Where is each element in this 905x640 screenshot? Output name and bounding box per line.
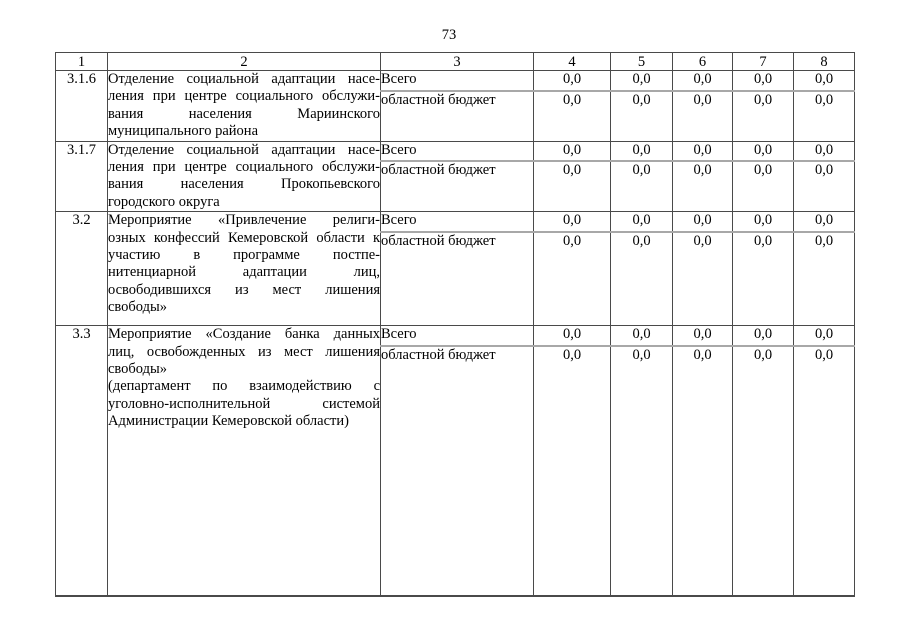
value-cell: 0,0 [534, 212, 611, 232]
value-cell: 0,0 [733, 91, 794, 141]
description-line: лиц, освобожденных из мест лишения [108, 343, 380, 360]
funding-type-cell: Всего [381, 326, 534, 346]
budget-table [55, 52, 855, 597]
description-line: Администрации Кемеровской области) [108, 413, 349, 430]
value-cell: 0,0 [611, 212, 673, 232]
value-cell: 0,0 [794, 141, 855, 160]
value-cell: 0,0 [794, 161, 855, 212]
description-line: вания населения Мариинского [108, 105, 380, 122]
page-number: 73 [441, 27, 457, 43]
value-cell: 0,0 [673, 161, 733, 212]
table-row [56, 212, 855, 232]
value-cell: 0,0 [733, 71, 794, 91]
value-cell: 0,0 [673, 212, 733, 232]
value-cell: 0,0 [534, 161, 611, 212]
value-cell: 0,0 [794, 71, 855, 91]
description-line: участию в программе постпе- [108, 247, 380, 264]
description-line: Отделение социальной адаптации насе- [108, 141, 380, 158]
description-line: Отделение социальной адаптации насе- [108, 71, 380, 87]
value-cell: 0,0 [794, 212, 855, 232]
funding-type-cell: Всего [381, 141, 534, 160]
header-cell-7: 7 [733, 53, 794, 71]
value-cell: 0,0 [673, 141, 733, 160]
value-cell: 0,0 [733, 232, 794, 326]
value-cell: 0,0 [534, 232, 611, 326]
row-number-cell: 3.1.6 [56, 71, 108, 142]
value-cell: 0,0 [673, 232, 733, 326]
funding-type-cell: областной бюджет [381, 91, 534, 141]
value-cell: 0,0 [673, 346, 733, 596]
value-cell: 0,0 [794, 346, 855, 596]
funding-type-cell: областной бюджет [381, 232, 534, 326]
description-line: освободившихся из мест лишения [108, 281, 380, 298]
funding-type-cell: Всего [381, 71, 534, 91]
funding-type-cell: Всего [381, 212, 534, 232]
value-cell: 0,0 [534, 91, 611, 141]
description-cell [108, 141, 381, 212]
value-cell: 0,0 [673, 71, 733, 91]
description-line: озных конфессий Кемеровской области к [108, 229, 380, 246]
value-cell: 0,0 [611, 232, 673, 326]
description-line: нитенциарной адаптации лиц, [108, 264, 380, 281]
value-cell: 0,0 [611, 161, 673, 212]
description-cell [108, 212, 381, 326]
row-number-cell: 3.1.7 [56, 141, 108, 212]
description-line: городского округа [108, 193, 220, 210]
value-cell: 0,0 [733, 212, 794, 232]
header-cell-4: 4 [534, 53, 611, 71]
table-header-row [56, 53, 855, 71]
table-row [56, 71, 855, 91]
header-cell-1: 1 [56, 53, 108, 71]
description-cell [108, 71, 381, 142]
table-row [56, 326, 855, 346]
description-line: (департамент по взаимодействию с [108, 378, 380, 395]
value-cell: 0,0 [611, 91, 673, 141]
funding-type-cell: областной бюджет [381, 161, 534, 212]
value-cell: 0,0 [794, 232, 855, 326]
description-line: свободы» [108, 299, 168, 316]
funding-type-cell: областной бюджет [381, 346, 534, 596]
value-cell: 0,0 [733, 326, 794, 346]
value-cell: 0,0 [733, 161, 794, 212]
value-cell: 0,0 [611, 326, 673, 346]
header-cell-5: 5 [611, 53, 673, 71]
value-cell: 0,0 [794, 326, 855, 346]
description-cell [108, 326, 381, 596]
value-cell: 0,0 [673, 91, 733, 141]
description-line: Мероприятие «Создание банка данных [108, 326, 380, 343]
value-cell: 0,0 [673, 326, 733, 346]
value-cell: 0,0 [611, 71, 673, 91]
header-cell-3: 3 [381, 53, 534, 71]
value-cell: 0,0 [611, 141, 673, 160]
header-cell-6: 6 [673, 53, 733, 71]
header-cell-8: 8 [794, 53, 855, 71]
header-cell-2: 2 [108, 53, 381, 71]
description-line: Мероприятие «Привлечение религи- [108, 212, 380, 229]
description-line: ления при центре социального обслужи- [108, 159, 380, 176]
table-row [56, 141, 855, 160]
value-cell: 0,0 [534, 326, 611, 346]
description-line: уголовно-исполнительной системой [108, 395, 380, 412]
value-cell: 0,0 [733, 141, 794, 160]
value-cell: 0,0 [733, 346, 794, 596]
description-line: ления при центре социального обслужи- [108, 88, 380, 105]
value-cell: 0,0 [534, 346, 611, 596]
value-cell: 0,0 [611, 346, 673, 596]
value-cell: 0,0 [534, 141, 611, 160]
row-number-cell: 3.2 [56, 212, 108, 326]
row-number-cell: 3.3 [56, 326, 108, 596]
description-line: свободы» [108, 361, 168, 378]
value-cell: 0,0 [534, 71, 611, 91]
description-line: вания населения Прокопьевского [108, 176, 380, 193]
description-line: муниципального района [108, 123, 258, 140]
value-cell: 0,0 [794, 91, 855, 141]
